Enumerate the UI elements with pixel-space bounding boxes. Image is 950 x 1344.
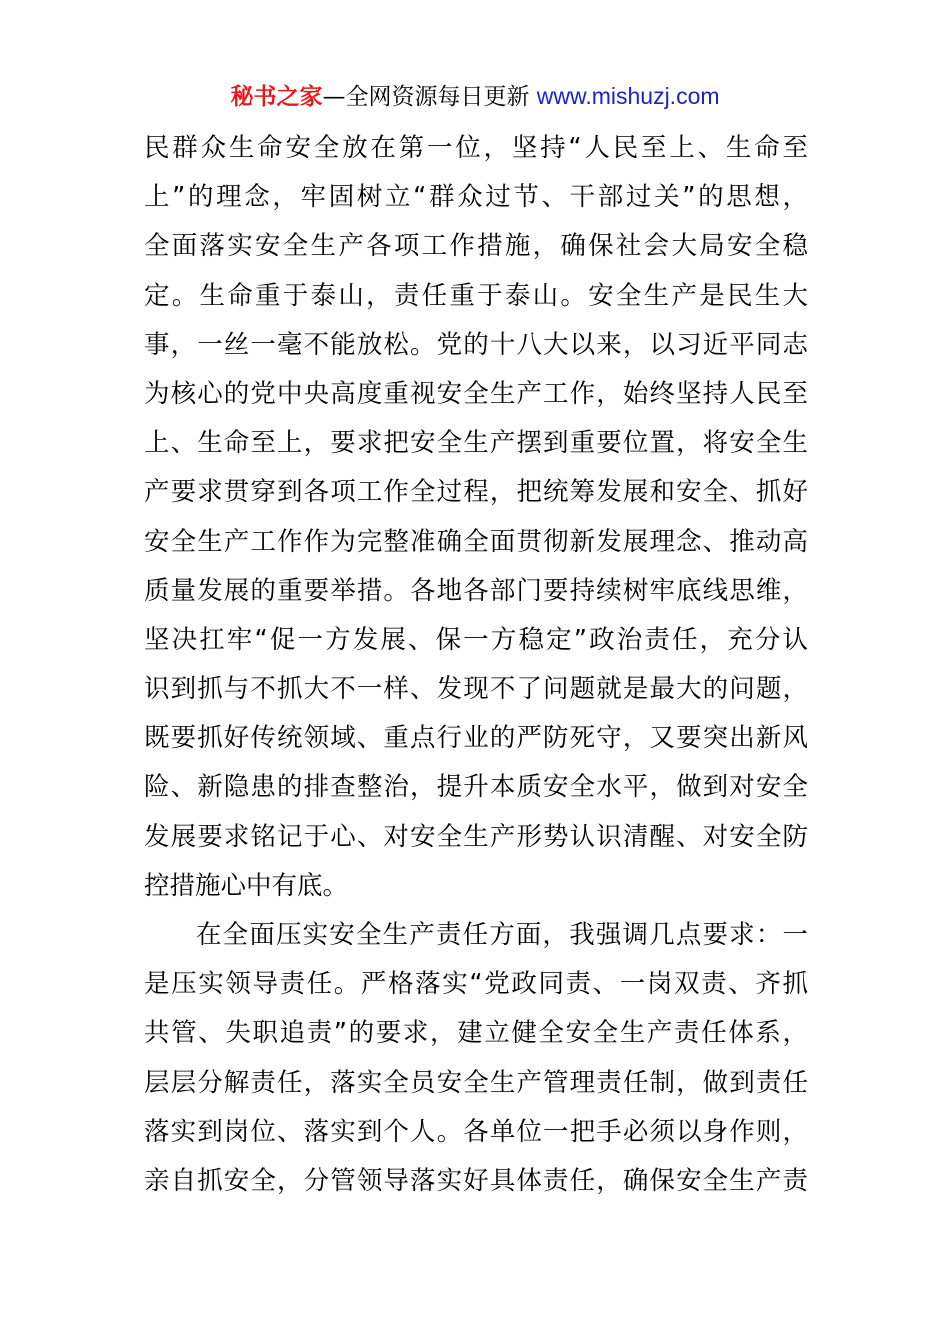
text-line: 坚决扛牢“促一方发展、保一方稳定”政治责任，充分认 [144, 624, 808, 655]
text-line: 险、新隐患的排查整治，提升本质安全水平，做到对安全 [144, 772, 808, 803]
text-line: 安全生产工作作为完整准确全面贯彻新发展理念、推动高 [144, 526, 808, 557]
text-line: 在全面压实安全生产责任方面，我强调几点要求：一 [196, 920, 808, 950]
text-line: 上”的理念，牢固树立“群众过节、干部过关”的思想， [144, 182, 808, 213]
text-line: 民群众生命安全放在第一位，坚持“人民至上、生命至 [144, 133, 808, 163]
text-line: 事，一丝一毫不能放松。党的十八大以来，以习近平同志 [144, 329, 808, 360]
text-line: 定。生命重于泰山，责任重于泰山。安全生产是民生大 [144, 280, 808, 311]
text-line: 为核心的党中央高度重视安全生产工作，始终坚持人民至 [144, 378, 808, 409]
text-line: 落实到岗位、落实到个人。各单位一把手必须以身作则， [144, 1116, 808, 1147]
text-line: 发展要求铭记于心、对安全生产形势认识清醒、对安全防 [144, 821, 808, 852]
text-line: 是压实领导责任。严格落实“党政同责、一岗双责、齐抓 [144, 969, 808, 1000]
paragraph [144, 124, 808, 911]
brand-name: 秘书之家 [230, 84, 323, 110]
text-line: 亲自抓安全，分管领导落实好具体责任，确保安全生产责 [144, 1165, 808, 1196]
text-line: 产要求贯穿到各项工作全过程，把统筹发展和安全、抓好 [144, 477, 808, 508]
text-line: 质量发展的重要举措。各地各部门要持续树牢底线思维， [144, 575, 808, 606]
text-line: 上、生命至上，要求把安全生产摆到重要位置，将安全生 [144, 428, 808, 459]
page-header [0, 80, 950, 113]
site-url-link[interactable]: www.mishuzj.com [536, 83, 720, 109]
document-body [144, 124, 808, 1206]
header-tagline: —全网资源每日更新 [322, 84, 537, 110]
paragraph [144, 911, 808, 1206]
text-line: 全面落实安全生产各项工作措施，确保社会大局安全稳 [144, 231, 808, 262]
text-line: 共管、失职追责”的要求，建立健全安全生产责任体系， [144, 1018, 808, 1049]
text-line: 控措施心中有底。 [144, 870, 349, 901]
text-line: 识到抓与不抓大不一样、发现不了问题就是最大的问题， [144, 674, 808, 705]
text-line: 既要抓好传统领域、重点行业的严防死守，又要突出新风 [144, 723, 808, 754]
text-line: 层层分解责任，落实全员安全生产管理责任制，做到责任 [144, 1067, 808, 1098]
